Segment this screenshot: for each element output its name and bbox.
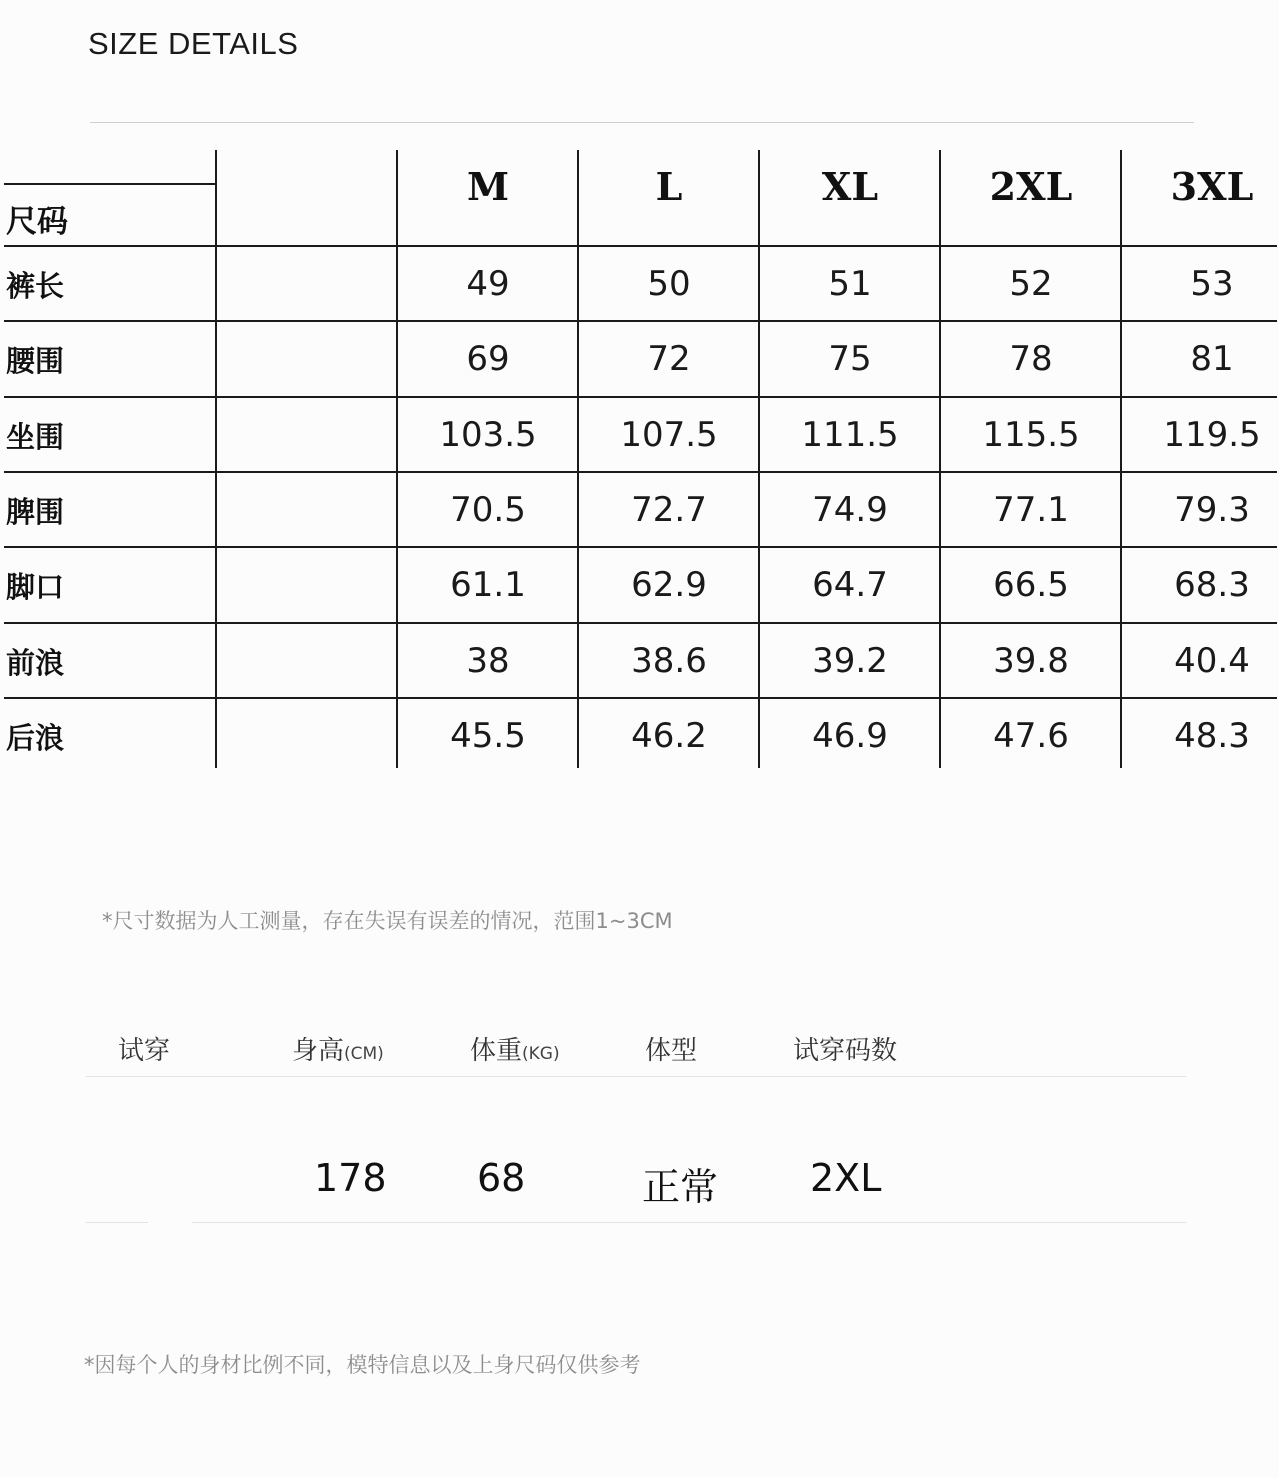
table-cell: 40.4 [1174, 641, 1250, 681]
fit-header-size: 试穿码数 [793, 1036, 898, 1066]
fit-value-body-type: 正常 [642, 1165, 719, 1209]
fit-header-trial: 试穿 [118, 1036, 171, 1066]
fit-value-height: 178 [314, 1156, 387, 1200]
table-cell: 46.9 [812, 716, 888, 756]
fit-header-weight [470, 1030, 560, 1067]
table-cell: 53 [1190, 264, 1234, 304]
table-cell: 77.1 [993, 490, 1069, 530]
table-cell: 50 [647, 264, 691, 304]
fit-header-weight-unit: (KG) [522, 1044, 560, 1064]
row-label-front-rise: 前浪 [6, 645, 65, 680]
size-header-xl: XL [821, 163, 879, 209]
table-cell: 38 [466, 641, 510, 681]
grid-line-v [215, 150, 217, 768]
table-cell: 38.6 [631, 641, 707, 681]
fit-divider [86, 1222, 148, 1223]
table-cell: 39.2 [812, 641, 888, 681]
row-label-hip: 坐围 [6, 419, 65, 454]
table-cell: 70.5 [450, 490, 526, 530]
size-header-l: L [655, 163, 683, 209]
table-cell: 78 [1009, 339, 1053, 379]
table-cell: 47.6 [993, 716, 1069, 756]
table-cell: 46.2 [631, 716, 707, 756]
table-cell: 68.3 [1174, 565, 1250, 605]
page-title: SIZE DETAILS [88, 26, 299, 61]
table-cell: 115.5 [982, 415, 1080, 455]
fit-divider [192, 1222, 1186, 1223]
table-cell: 49 [466, 264, 510, 304]
row-label-hem: 脚口 [6, 569, 65, 604]
table-cell: 72 [647, 339, 691, 379]
table-cell: 75 [828, 339, 872, 379]
fit-header-height-text: 身高 [292, 1036, 345, 1066]
table-cell: 74.9 [812, 490, 888, 530]
grid-line-h [4, 183, 216, 185]
table-cell: 79.3 [1174, 490, 1250, 530]
fit-disclaimer: *因每个人的身材比例不同，模特信息以及上身尺码仅供参考 [84, 1353, 641, 1377]
fit-value-size: 2XL [810, 1156, 882, 1200]
fit-header-height [292, 1030, 384, 1067]
table-cell: 39.8 [993, 641, 1069, 681]
table-cell: 111.5 [801, 415, 899, 455]
size-header-3xl: 3XL [1170, 163, 1254, 209]
table-cell: 69 [466, 339, 510, 379]
size-header-label: 尺码 [6, 204, 68, 240]
table-cell: 119.5 [1163, 415, 1261, 455]
table-cell: 81 [1190, 339, 1234, 379]
fit-value-weight: 68 [477, 1156, 526, 1200]
table-cell: 107.5 [620, 415, 718, 455]
table-cell: 48.3 [1174, 716, 1250, 756]
size-header-m: M [466, 163, 510, 209]
table-cell: 103.5 [439, 415, 537, 455]
table-cell: 66.5 [993, 565, 1069, 605]
table-cell: 62.9 [631, 565, 707, 605]
row-label-back-rise: 后浪 [6, 720, 65, 755]
table-cell: 61.1 [450, 565, 526, 605]
measurement-note: *尺寸数据为人工测量，存在失误有误差的情况，范围1~3CM [102, 909, 673, 933]
fit-divider [86, 1076, 1186, 1077]
fit-header-body-type: 体型 [645, 1036, 698, 1066]
row-label-pant-length: 裤长 [6, 268, 65, 303]
table-cell: 51 [828, 264, 872, 304]
table-cell: 64.7 [812, 565, 888, 605]
table-cell: 72.7 [631, 490, 707, 530]
fit-header-weight-text: 体重 [470, 1036, 523, 1066]
fit-header-height-unit: (CM) [344, 1044, 384, 1064]
table-cell: 52 [1009, 264, 1053, 304]
row-label-waist: 腰围 [6, 343, 65, 378]
table-cell: 45.5 [450, 716, 526, 756]
size-header-2xl: 2XL [989, 163, 1073, 209]
row-label-thigh: 脾围 [6, 494, 65, 529]
